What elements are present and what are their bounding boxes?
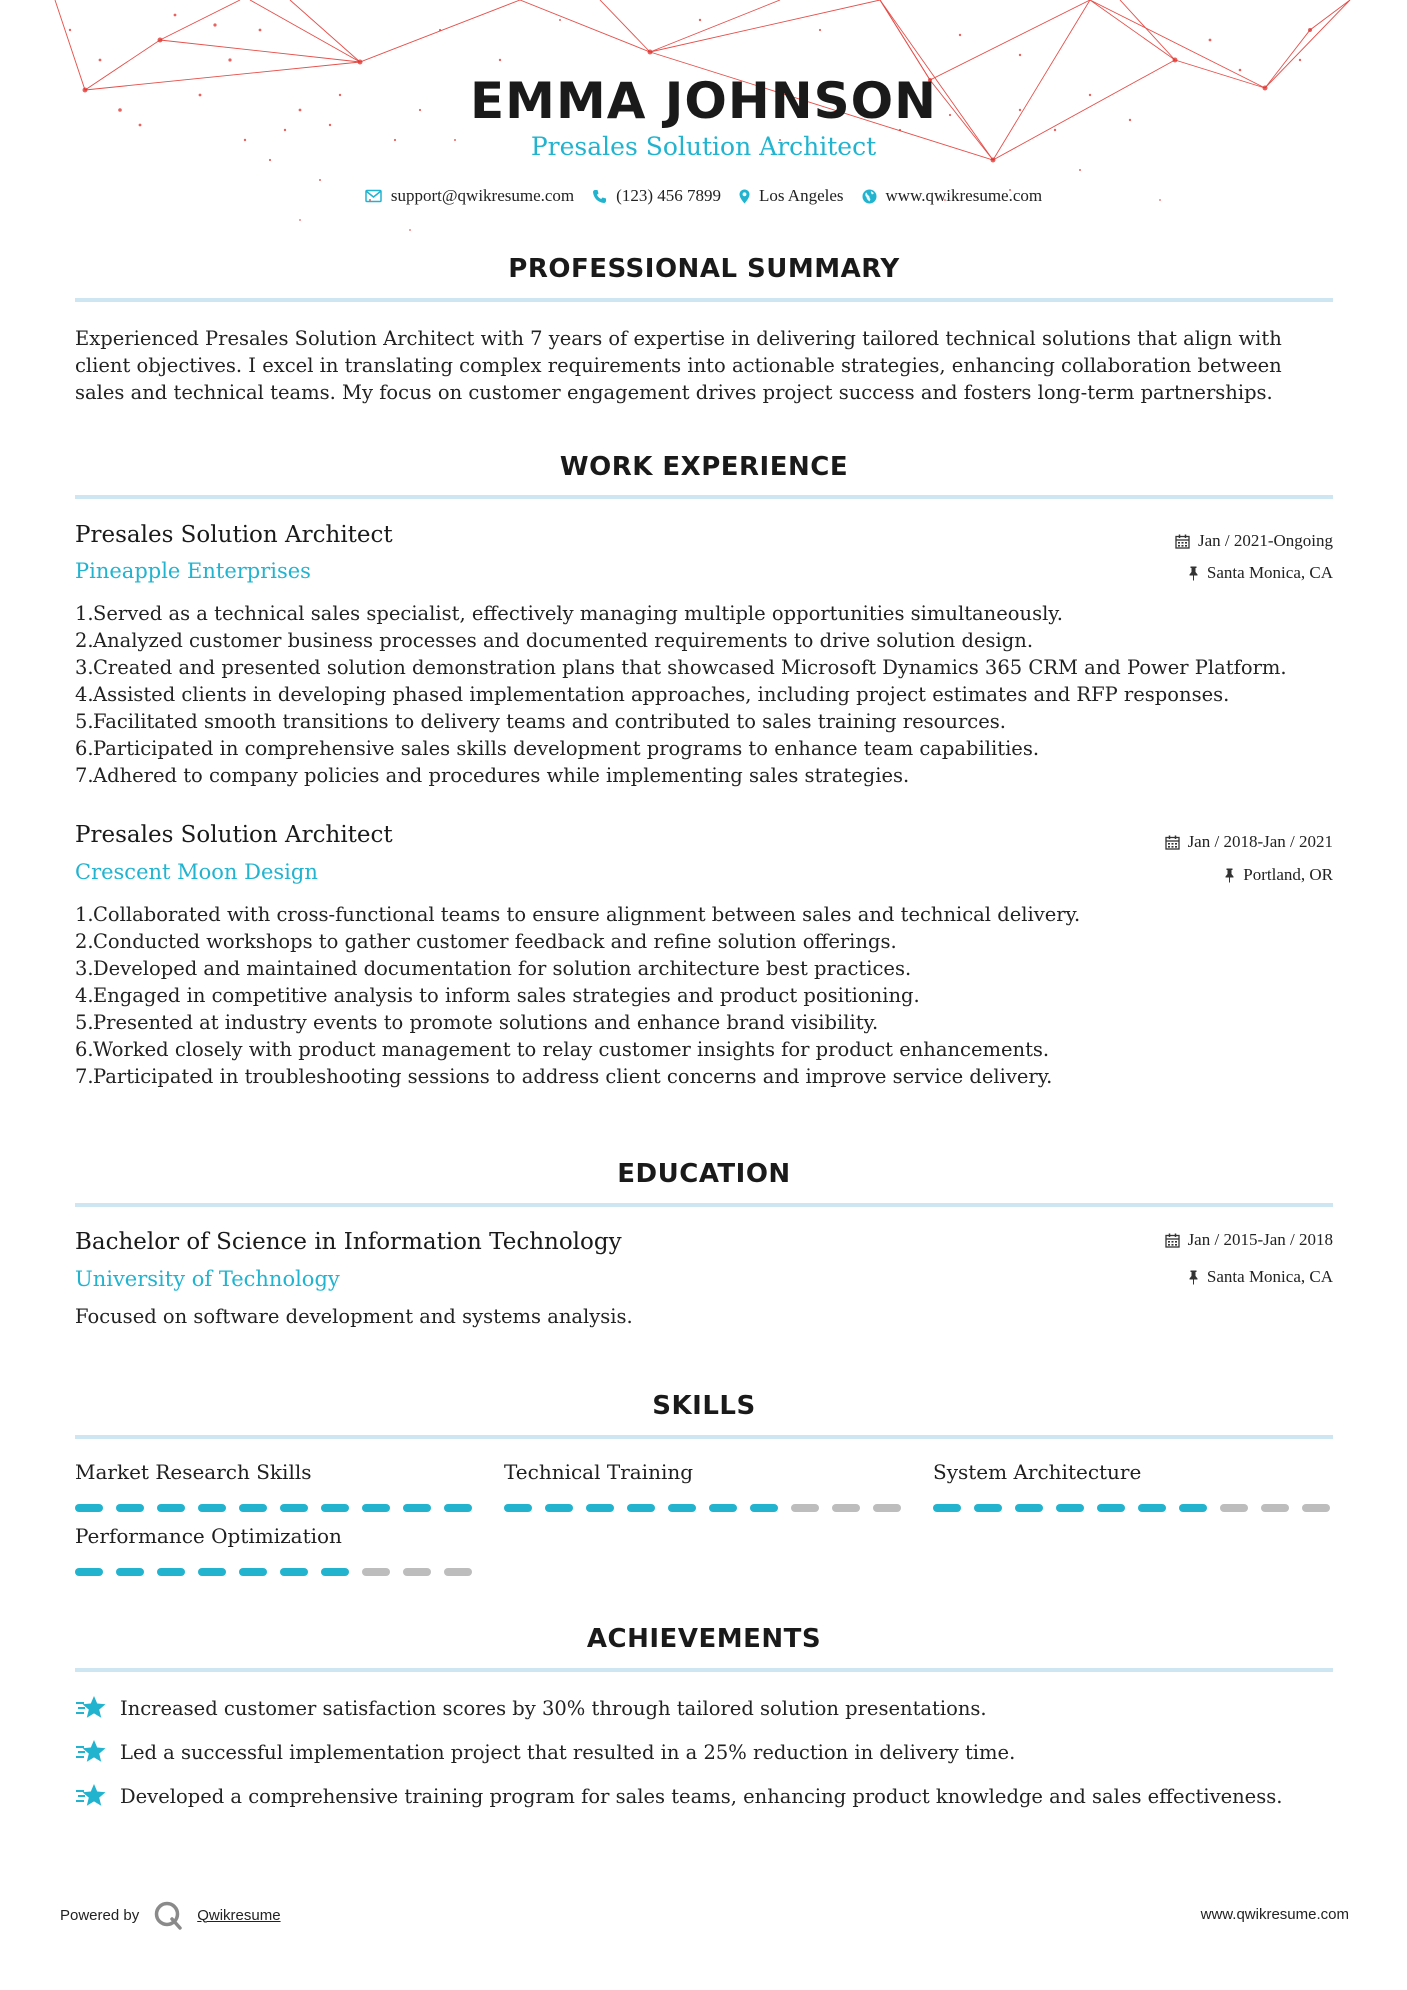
- skill-segment-empty: [1302, 1504, 1330, 1512]
- summary-text: Experienced Presales Solution Architect with 7 years of expertise in delivering tailored technical solutions that align with client objectives. I excel in translating complex requirements into actionable strategies, enhancing collaboration between sales and technical teams. My focus on customer engagement drives project success and fosters long-term partnerships.: [75, 327, 1282, 404]
- school-name: University of Technology: [75, 1267, 340, 1291]
- list-item: 6. Worked closely with product management to relay customer insights for product enhancements.: [75, 1038, 1050, 1061]
- list-item: 5. Presented at industry events to promote solutions and enhance brand visibility.: [75, 1011, 879, 1034]
- skill-segment-filled: [75, 1504, 103, 1512]
- skill-segment-filled: [157, 1504, 185, 1512]
- skill-segment-filled: [1056, 1504, 1084, 1512]
- skill-segment-filled: [362, 1504, 390, 1512]
- experience-heading: WORK EXPERIENCE: [559, 452, 849, 482]
- skill-segment-empty: [873, 1504, 901, 1512]
- skill-segment-filled: [668, 1504, 696, 1512]
- education-dates-text: Jan / 2015-Jan / 2018: [1187, 1230, 1333, 1249]
- list-item: 4. Assisted clients in developing phased implementation approaches, including project estimates and RFP responses.: [75, 683, 1230, 706]
- skill-segment-filled: [933, 1504, 961, 1512]
- job-1-location-text: Santa Monica, CA: [1206, 563, 1333, 582]
- skill-item: [504, 1460, 904, 1512]
- skill-segment-filled: [974, 1504, 1002, 1512]
- summary-heading: PROFESSIONAL SUMMARY: [508, 254, 900, 284]
- skill-level-bar: [933, 1504, 1333, 1512]
- skill-segment-filled: [750, 1504, 778, 1512]
- contact-email[interactable]: [365, 186, 574, 206]
- skill-item: [933, 1460, 1333, 1512]
- list-item: 1. Served as a technical sales specialist, effectively managing multiple opportunities simultaneously.: [75, 602, 1063, 625]
- achievement-text: Led a successful implementation project that resulted in a 25% reduction in delivery time.: [120, 1740, 1016, 1764]
- education-heading: EDUCATION: [617, 1159, 791, 1189]
- contact-bar: [0, 186, 1407, 206]
- skill-segment-empty: [791, 1504, 819, 1512]
- skills-divider: [75, 1435, 1333, 1439]
- phone-icon: [592, 189, 607, 204]
- job-1-company: Pineapple Enterprises: [75, 559, 311, 583]
- skill-segment-filled: [1179, 1504, 1207, 1512]
- list-item: 2. Analyzed customer business processes and documented requirements to drive solution design.: [75, 629, 1034, 652]
- qwikresume-link[interactable]: Qwikresume: [197, 1906, 281, 1924]
- skill-segment-filled: [1097, 1504, 1125, 1512]
- summary-divider: [75, 298, 1333, 302]
- email-text: support@qwikresume.com: [390, 186, 575, 205]
- education-divider: [75, 1203, 1333, 1207]
- skill-segment-filled: [116, 1504, 144, 1512]
- achievement-item: [75, 1694, 987, 1722]
- skills-heading: SKILLS: [652, 1391, 756, 1421]
- qwikresume-logo-icon: [153, 1900, 183, 1930]
- skill-segment-filled: [586, 1504, 614, 1512]
- job-2-company: Crescent Moon Design: [75, 860, 318, 884]
- skill-segment-empty: [1261, 1504, 1289, 1512]
- skill-segment-filled: [280, 1504, 308, 1512]
- skill-segment-filled: [709, 1504, 737, 1512]
- skill-segment-filled: [239, 1568, 267, 1576]
- skill-segment-filled: [157, 1568, 185, 1576]
- footer-website[interactable]: www.qwikresume.com: [1200, 1906, 1349, 1923]
- skill-segment-empty: [1220, 1504, 1248, 1512]
- achievement-text: Developed a comprehensive training program for sales teams, enhancing product knowledge and sales effectiveness.: [120, 1784, 1283, 1808]
- experience-divider: [75, 495, 1333, 499]
- star-icon: [75, 1782, 108, 1810]
- skill-segment-filled: [280, 1568, 308, 1576]
- skill-item: [75, 1524, 475, 1576]
- skill-name: Performance Optimization: [75, 1524, 342, 1548]
- skill-segment-filled: [321, 1568, 349, 1576]
- achievement-item: [75, 1738, 1015, 1766]
- skill-level-bar: [75, 1504, 475, 1512]
- map-pin-icon: [739, 189, 750, 204]
- list-item: 6. Participated in comprehensive sales skills development programs to enhance team capabilities.: [75, 737, 1040, 760]
- job-2-location-text: Portland, OR: [1243, 865, 1333, 884]
- pushpin-icon: [1224, 868, 1235, 883]
- skill-segment-filled: [444, 1504, 472, 1512]
- website-text: www.qwikresume.com: [885, 186, 1043, 205]
- job-2-dates: [1165, 832, 1333, 852]
- contact-website[interactable]: [862, 186, 1043, 206]
- skill-segment-empty: [832, 1504, 860, 1512]
- powered-by-label: Powered by: [60, 1906, 140, 1924]
- education-location: [1188, 1267, 1333, 1287]
- list-item: 7. Adhered to company policies and procedures while implementing sales strategies.: [75, 764, 910, 787]
- skill-segment-empty: [444, 1568, 472, 1576]
- achievements-heading: ACHIEVEMENTS: [586, 1624, 822, 1654]
- skill-segment-filled: [198, 1568, 226, 1576]
- list-item: 5. Facilitated smooth transitions to delivery teams and contributed to sales training resources.: [75, 710, 1006, 733]
- globe-icon: [862, 189, 877, 204]
- footer-powered-by: [60, 1900, 281, 1930]
- star-icon: [75, 1694, 108, 1722]
- job-1-location: [1188, 563, 1333, 583]
- job-2-duties: [75, 901, 1337, 1090]
- list-item: 3. Developed and maintained documentation for solution architecture best practices.: [75, 957, 912, 980]
- list-item: 2. Conducted workshops to gather customer feedback and refine solution offerings.: [75, 930, 897, 953]
- skill-segment-filled: [545, 1504, 573, 1512]
- calendar-icon: [1165, 835, 1180, 850]
- job-2-location: [1224, 865, 1333, 885]
- calendar-icon: [1175, 534, 1190, 549]
- skill-name: Technical Training: [504, 1460, 694, 1484]
- job-1-title: Presales Solution Architect: [75, 522, 393, 548]
- skill-segment-filled: [1015, 1504, 1043, 1512]
- education-dates: [1165, 1230, 1333, 1250]
- job-1-duties: [75, 600, 1337, 789]
- skill-segment-filled: [116, 1568, 144, 1576]
- achievements-divider: [75, 1668, 1333, 1672]
- job-1-dates-text: Jan / 2021-Ongoing: [1197, 531, 1333, 550]
- skill-segment-empty: [362, 1568, 390, 1576]
- achievement-text: Increased customer satisfaction scores by 30% through tailored solution presentations.: [120, 1696, 987, 1720]
- pushpin-icon: [1188, 1270, 1199, 1285]
- skill-segment-filled: [1138, 1504, 1166, 1512]
- education-location-text: Santa Monica, CA: [1206, 1267, 1333, 1286]
- calendar-icon: [1165, 1233, 1180, 1248]
- contact-phone[interactable]: [592, 186, 721, 206]
- skill-segment-empty: [403, 1568, 431, 1576]
- skill-segment-filled: [198, 1504, 226, 1512]
- skill-item: [75, 1460, 475, 1512]
- candidate-name: EMMA JOHNSON: [470, 72, 937, 130]
- skill-name: System Architecture: [933, 1460, 1142, 1484]
- skill-segment-filled: [403, 1504, 431, 1512]
- skill-segment-filled: [504, 1504, 532, 1512]
- skill-level-bar: [75, 1568, 475, 1576]
- skill-segment-filled: [239, 1504, 267, 1512]
- list-item: 1. Collaborated with cross-functional teams to ensure alignment between sales and technical delivery.: [75, 903, 1081, 926]
- location-text: Los Angeles: [758, 186, 844, 205]
- achievement-item: [75, 1782, 1282, 1810]
- list-item: 4. Engaged in competitive analysis to inform sales strategies and product positioning.: [75, 984, 920, 1007]
- envelope-icon: [365, 189, 382, 203]
- list-item: 7. Participated in troubleshooting sessions to address client concerns and improve service delivery.: [75, 1065, 1053, 1088]
- candidate-title: Presales Solution Architect: [530, 132, 877, 161]
- job-2-dates-text: Jan / 2018-Jan / 2021: [1187, 832, 1333, 851]
- pushpin-icon: [1188, 566, 1199, 581]
- education-description: Focused on software development and systems analysis.: [75, 1305, 633, 1328]
- degree-title: Bachelor of Science in Information Technology: [75, 1229, 622, 1255]
- skill-segment-filled: [75, 1568, 103, 1576]
- phone-text: (123) 456 7899: [616, 186, 721, 205]
- skill-segment-filled: [321, 1504, 349, 1512]
- job-2-title: Presales Solution Architect: [75, 822, 393, 848]
- job-1-dates: [1175, 531, 1333, 551]
- skill-name: Market Research Skills: [75, 1460, 312, 1484]
- skill-segment-filled: [627, 1504, 655, 1512]
- star-icon: [75, 1738, 108, 1766]
- skill-level-bar: [504, 1504, 904, 1512]
- contact-location: [739, 186, 844, 206]
- list-item: 3. Created and presented solution demonstration plans that showcased Microsoft Dynamics 365 CRM and Power Platform.: [75, 656, 1287, 679]
